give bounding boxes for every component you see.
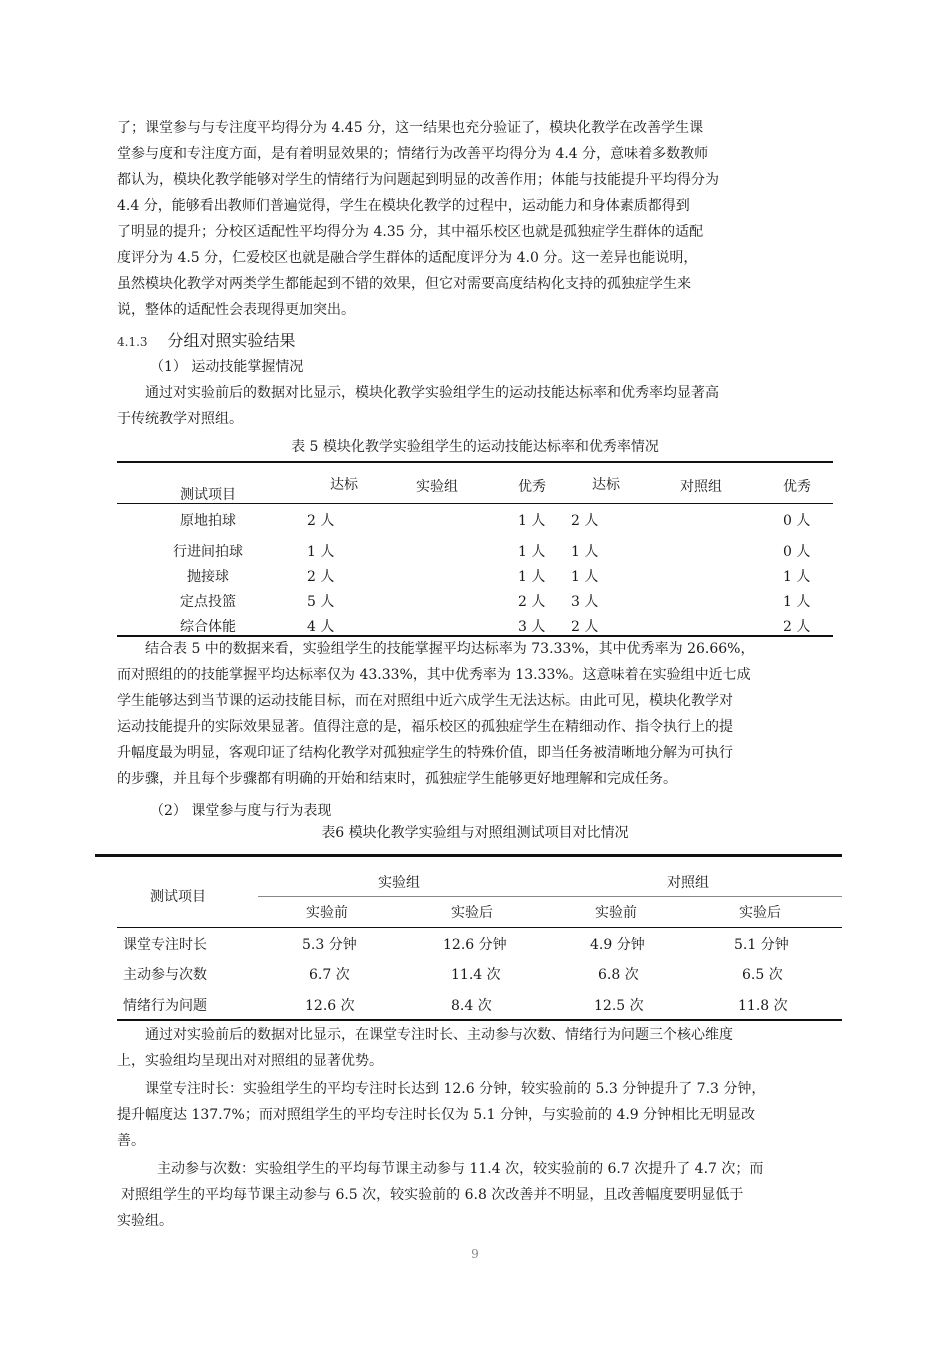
paragraph-active-participation bbox=[117, 1156, 832, 1234]
table5-cell-exp-pass: 2 人 bbox=[307, 513, 335, 529]
paragraph-skills-intro bbox=[117, 380, 832, 432]
table6-cell-ctl-after: 11.8 次 bbox=[738, 998, 788, 1014]
table5-cell-ctl-pass: 1 人 bbox=[571, 569, 599, 585]
text-line: 都认为，模块化教学能够对学生的情绪行为问题起到明显的改善作用；体能与技能提升平均得分为 bbox=[117, 172, 719, 188]
text-line: 学生能够达到当节课的运动技能目标，而在对照组中近六成学生无法达标。由此可见，模块化教学对 bbox=[117, 693, 733, 709]
table5-cell-ctl-excellent: 1 人 bbox=[783, 569, 811, 585]
table5-caption: 表 5 模块化教学实验组学生的运动技能达标率和优秀率情况 bbox=[291, 439, 659, 455]
table5-header-exp-excellent: 优秀 bbox=[518, 479, 546, 495]
text-line: 运动技能提升的实际效果显著。值得注意的是，福乐校区的孤独症学生在精细动作、指令执行上的提 bbox=[117, 719, 733, 735]
text-line: 对照组学生的平均每节课主动参与 6.5 次，较实验前的 6.8 次改善并不明显，且改善幅度要明显低于 bbox=[121, 1187, 744, 1203]
paragraph-focus-duration bbox=[117, 1076, 832, 1154]
table6-header-rule bbox=[117, 927, 842, 928]
text-line: 虽然模块化教学对两类学生都能起到不错的效果，但它对需要高度结构化支持的孤独症学生来 bbox=[117, 276, 691, 292]
text-line: 说，整体的适配性会表现得更加突出。 bbox=[117, 302, 355, 318]
table5-cell-item: 抛接球 bbox=[187, 569, 229, 585]
paragraph-survey-results bbox=[117, 115, 832, 323]
table6-header-ctl-before: 实验前 bbox=[595, 905, 637, 921]
table5-header-rule bbox=[117, 503, 833, 504]
table5-cell-exp-excellent: 2 人 bbox=[518, 594, 546, 610]
table6-header-ctl-after: 实验后 bbox=[739, 905, 781, 921]
table5-cell-ctl-excellent: 2 人 bbox=[783, 619, 811, 635]
table6-header-exp-group: 实验组 bbox=[378, 875, 420, 891]
table5-header-ctl-pass: 达标 bbox=[592, 477, 620, 493]
paragraph-participation-intro bbox=[117, 1022, 832, 1074]
table6-cell-item: 主动参与次数 bbox=[123, 967, 207, 983]
table5-cell-ctl-pass: 2 人 bbox=[571, 513, 599, 529]
table6-cell-item: 情绪行为问题 bbox=[123, 998, 207, 1014]
table6-cell-ctl-after: 6.5 次 bbox=[742, 967, 783, 983]
table6-cell-ctl-before: 12.5 次 bbox=[594, 998, 644, 1014]
text-line: 于传统教学对照组。 bbox=[117, 411, 243, 427]
table6-header-exp-after: 实验后 bbox=[451, 905, 493, 921]
subsection-participation: （2） 课堂参与度与行为表现 bbox=[150, 803, 332, 819]
table5-cell-exp-excellent: 1 人 bbox=[518, 513, 546, 529]
text-line: 结合表 5 中的数据来看，实验组学生的技能掌握平均达标率为 73.33%，其中优秀率为 26.66%， bbox=[145, 641, 755, 657]
table6-cell-ctl-before: 6.8 次 bbox=[598, 967, 639, 983]
table6-cell-exp-before: 6.7 次 bbox=[309, 967, 350, 983]
table5-cell-item: 定点投篮 bbox=[180, 594, 236, 610]
table5-cell-exp-excellent: 3 人 bbox=[518, 619, 546, 635]
table5-cell-item: 综合体能 bbox=[180, 619, 236, 635]
table5-top-rule bbox=[117, 461, 833, 463]
table6-cell-exp-after: 12.6 分钟 bbox=[443, 937, 507, 953]
table6-cell-ctl-before: 4.9 分钟 bbox=[590, 937, 645, 953]
table5-header-exp-pass: 达标 bbox=[330, 477, 358, 493]
page-number: 9 bbox=[471, 1247, 479, 1261]
table5-cell-ctl-excellent: 0 人 bbox=[783, 513, 811, 529]
text-line: 实验组。 bbox=[117, 1213, 173, 1229]
table5-cell-item: 原地拍球 bbox=[180, 513, 236, 529]
table5-header-exp-group: 实验组 bbox=[416, 479, 458, 495]
text-line: 通过对实验前后的数据对比显示，在课堂专注时长、主动参与次数、情绪行为问题三个核心维度 bbox=[145, 1027, 733, 1043]
table5-cell-exp-pass: 4 人 bbox=[307, 619, 335, 635]
text-line: 升幅度最为明显，客观印证了结构化教学对孤独症学生的特殊价值，即当任务被清晰地分解为可执行 bbox=[117, 745, 733, 761]
table5-cell-item: 行进间拍球 bbox=[173, 544, 243, 560]
table5-cell-ctl-excellent: 1 人 bbox=[783, 594, 811, 610]
table6-header-item: 测试项目 bbox=[150, 889, 206, 905]
text-line: 了；课堂参与与专注度平均得分为 4.45 分，这一结果也充分验证了，模块化教学在改善学生课 bbox=[117, 120, 704, 136]
table5-cell-exp-pass: 2 人 bbox=[307, 569, 335, 585]
text-line: 4.4 分，能够看出教师们普遍觉得，学生在模块化教学的过程中，运动能力和身体素质都得到 bbox=[117, 198, 690, 214]
text-line: 主动参与次数：实验组学生的平均每节课主动参与 11.4 次，较实验前的 6.7 次提升了 4.7 次；而 bbox=[157, 1161, 764, 1177]
table6-top-rule bbox=[95, 854, 842, 857]
table6-header-ctl-group: 对照组 bbox=[667, 875, 709, 891]
table6-cell-ctl-after: 5.1 分钟 bbox=[734, 937, 789, 953]
table6-header-exp-before: 实验前 bbox=[306, 905, 348, 921]
text-line: 通过对实验前后的数据对比显示，模块化教学实验组学生的运动技能达标率和优秀率均显著高 bbox=[145, 385, 719, 401]
table6-cell-item: 课堂专注时长 bbox=[123, 937, 207, 953]
table6-cell-exp-before: 5.3 分钟 bbox=[302, 937, 357, 953]
text-line: 上，实验组均呈现出对对照组的显著优势。 bbox=[117, 1053, 383, 1069]
table5-cell-ctl-pass: 2 人 bbox=[571, 619, 599, 635]
table6-cell-exp-after: 11.4 次 bbox=[451, 967, 501, 983]
table5-cell-ctl-pass: 3 人 bbox=[571, 594, 599, 610]
table5-header-ctl-excellent: 优秀 bbox=[783, 479, 811, 495]
table6-group-rule bbox=[258, 896, 842, 897]
table5-cell-exp-pass: 1 人 bbox=[307, 544, 335, 560]
table5-cell-exp-excellent: 1 人 bbox=[518, 569, 546, 585]
section-number: 4.1.3 bbox=[117, 335, 148, 349]
text-line: 提升幅度达 137.7%；而对照组学生的平均专注时长仅为 5.1 分钟，与实验前的 4.9 分钟相比无明显改 bbox=[117, 1107, 756, 1123]
text-line: 的步骤，并且每个步骤都有明确的开始和结束时，孤独症学生能够更好地理解和完成任务。 bbox=[117, 771, 677, 787]
text-line: 度评分为 4.5 分，仁爱校区也就是融合学生群体的适配度评分为 4.0 分。这一差异也能说明， bbox=[117, 250, 698, 266]
table5-cell-ctl-pass: 1 人 bbox=[571, 544, 599, 560]
subsection-motor-skills: （1） 运动技能掌握情况 bbox=[150, 359, 304, 375]
text-line: 堂参与度和专注度方面，是有着明显效果的；情绪行为改善平均得分为 4.4 分，意味着多数教师 bbox=[117, 146, 709, 162]
table5-header-item: 测试项目 bbox=[180, 487, 236, 503]
table5-header-ctl-group: 对照组 bbox=[680, 479, 722, 495]
table6-bottom-rule bbox=[117, 1019, 842, 1021]
table6-caption: 表6 模块化教学实验组与对照组测试项目对比情况 bbox=[321, 825, 629, 841]
table5-cell-exp-excellent: 1 人 bbox=[518, 544, 546, 560]
paragraph-skills-analysis bbox=[117, 636, 832, 792]
table6-cell-exp-after: 8.4 次 bbox=[451, 998, 492, 1014]
text-line: 课堂专注时长：实验组学生的平均专注时长达到 12.6 分钟，较实验前的 5.3 分钟提升了 7.3 分钟， bbox=[145, 1081, 766, 1097]
text-line: 了明显的提升；分校区适配性平均得分为 4.35 分，其中福乐校区也就是孤独症学生群体的适配 bbox=[117, 224, 704, 240]
text-line: 善。 bbox=[117, 1133, 145, 1149]
table5-cell-ctl-excellent: 0 人 bbox=[783, 544, 811, 560]
section-title: 分组对照实验结果 bbox=[167, 331, 296, 350]
text-line: 而对照组的的技能掌握平均达标率仅为 43.33%，其中优秀率为 13.33%。这意味着在实验组中近七成 bbox=[117, 667, 751, 683]
table5-cell-exp-pass: 5 人 bbox=[307, 594, 335, 610]
table6-cell-exp-before: 12.6 次 bbox=[305, 998, 355, 1014]
section-heading bbox=[117, 328, 296, 351]
